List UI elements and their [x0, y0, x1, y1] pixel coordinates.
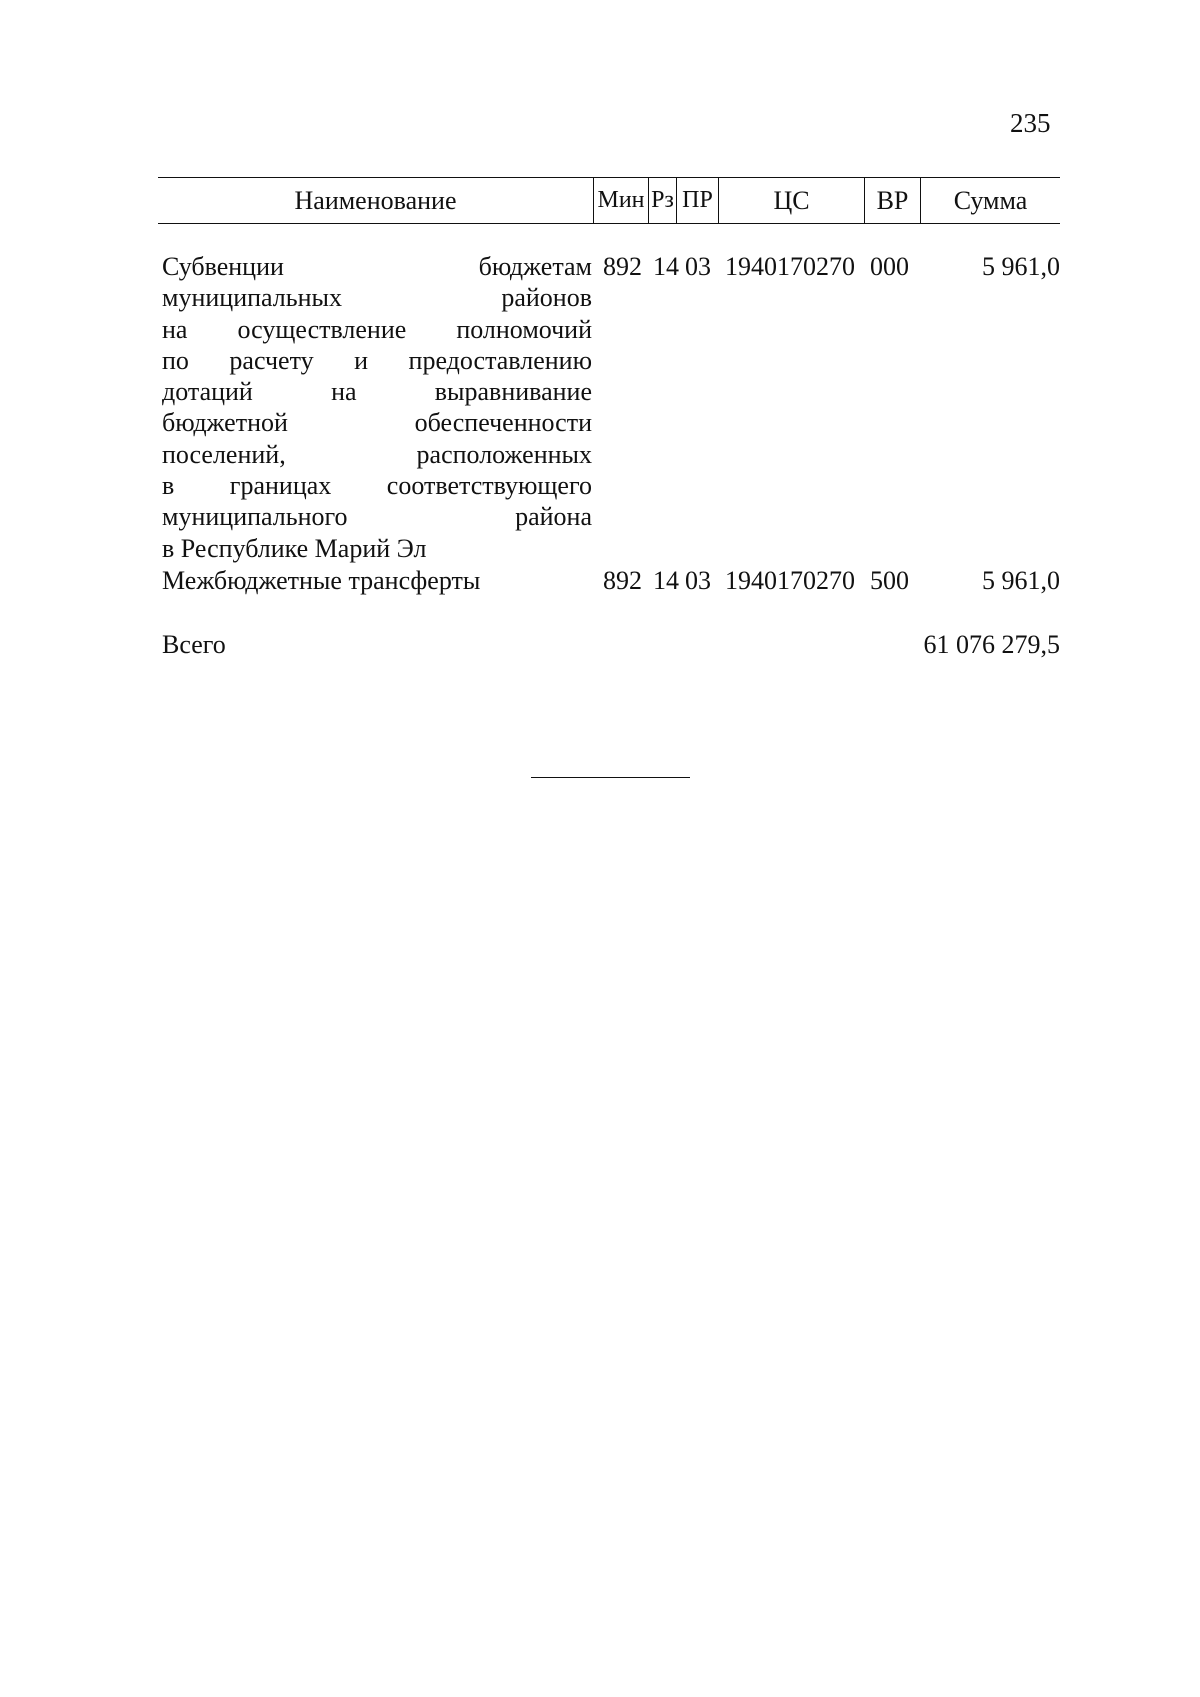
row-vr: 000 — [870, 252, 909, 281]
header-cs: ЦС — [719, 178, 865, 223]
row-rz: 14 — [653, 566, 679, 595]
row-vr: 500 — [870, 566, 909, 595]
row-name: Межбюджетные трансферты — [162, 566, 481, 595]
row-name-line: бюджетной обеспеченности — [162, 408, 592, 438]
row-sum: 5 961,0 — [982, 566, 1060, 595]
header-vr: ВР — [865, 178, 921, 223]
row-name-line: муниципальных районов — [162, 283, 592, 313]
total-sum: 61 076 279,5 — [923, 630, 1060, 659]
row-pr: 03 — [685, 252, 711, 281]
header-pr: ПР — [677, 178, 719, 223]
header-rz: Рз — [649, 178, 677, 223]
page-number: 235 — [1010, 108, 1051, 138]
row-min: 892 — [603, 252, 642, 281]
row-name-line: муниципального района — [162, 502, 592, 532]
table-row — [162, 565, 1060, 597]
row-name-line: на осуществление полномочий — [162, 314, 592, 344]
row-pr: 03 — [685, 566, 711, 595]
table-header — [158, 177, 1060, 224]
row-cs: 1940170270 — [725, 566, 855, 595]
end-divider — [531, 777, 690, 778]
row-cs: 1940170270 — [725, 252, 855, 281]
row-name-line: поселений, расположенных — [162, 439, 592, 469]
header-min: Мин — [594, 178, 649, 223]
table-row — [162, 251, 1060, 571]
row-name-line: по расчету и предоставлению — [162, 345, 592, 375]
row-name — [162, 251, 592, 564]
total-label: Всего — [162, 630, 226, 659]
row-name-line: в границах соответствующего — [162, 471, 592, 501]
row-name-line: Субвенции бюджетам — [162, 252, 592, 281]
row-name-line: дотаций на выравнивание — [162, 377, 592, 407]
row-sum: 5 961,0 — [982, 252, 1060, 281]
row-min: 892 — [603, 566, 642, 595]
row-name-line: в Республике Марий Эл — [162, 533, 427, 563]
header-name: Наименование — [158, 178, 594, 223]
header-sum: Сумма — [953, 185, 1028, 215]
total-row — [162, 629, 1060, 661]
row-rz: 14 — [653, 252, 679, 281]
